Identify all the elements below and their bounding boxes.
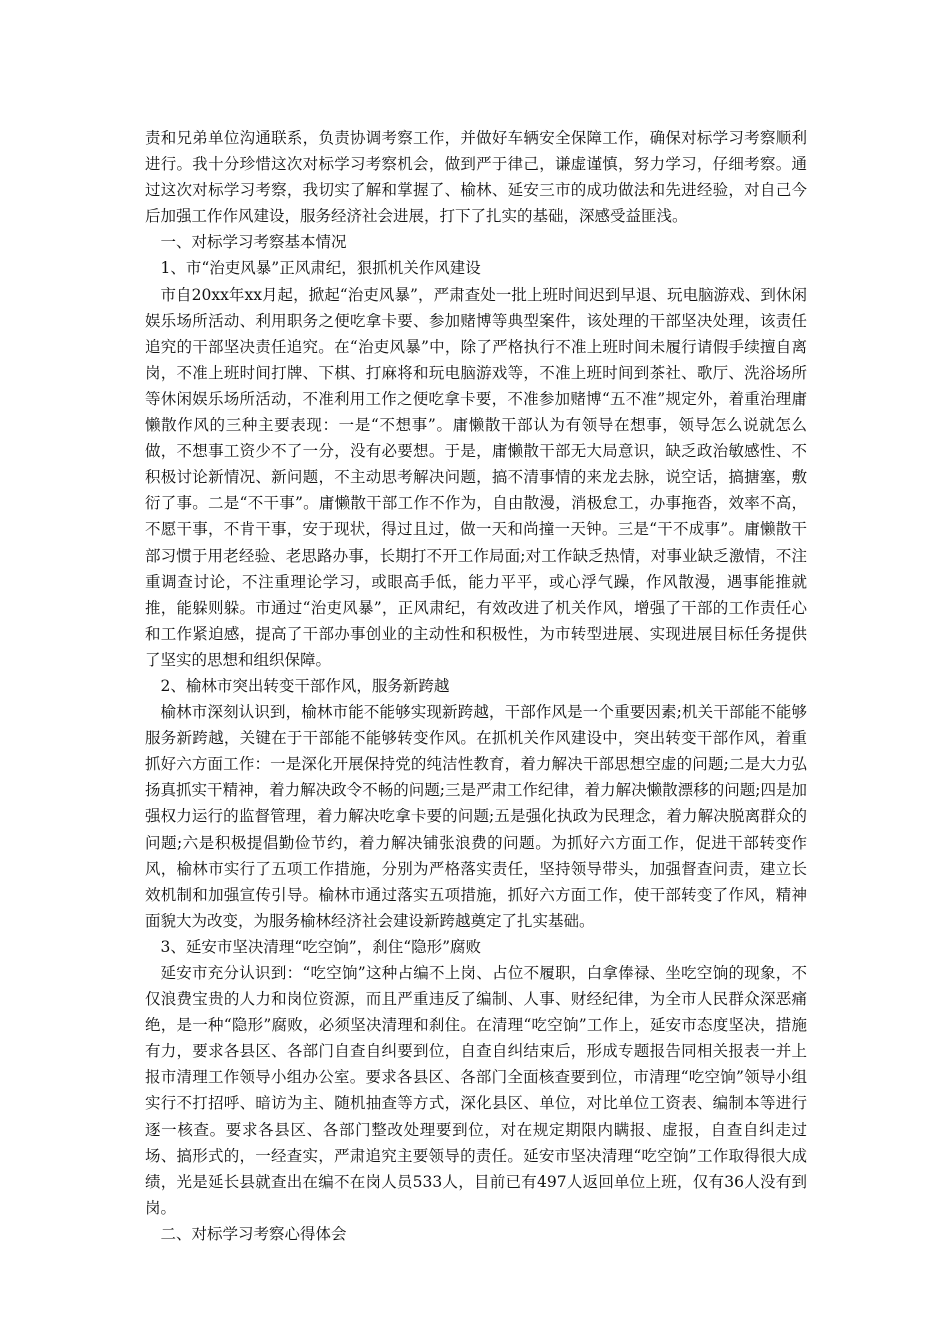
section-heading-reflections: 二、对标学习考察心得体会	[160, 1224, 347, 1243]
subheading-yanan: 3、延安市坚决清理“吃空饷”，刹住“隐形”腐败	[160, 937, 482, 956]
paragraph-yulin: 榆林市深刻认识到，榆林市能不能够实现新跨越，干部作风是一个重要因素;机关干部能不能够服务新跨越，关键在于干部能不能够转变作风。在抓机关作风建设中，突出转变干部作风，着重抓好六方面工作：一是深化开展保持党的纯洁性教育，着力解决干部思想空虚的问题;二是大力弘扬真抓实干精神，着力解决政令不畅的问题;三是严肃工作纪律，着力解决懒散漂移的问题;四是加强权力运行的监督管理，着力解决吃拿卡要的问题;五是强化执政为民理念，着力解决脱离群众的问题;六是积极提倡勤俭节约，着力解决铺张浪费的问题。为抓好六方面工作，促进干部转变作风，榆林市实行了五项工作措施，分别为严格落实责任，坚持领导带头，加强督查问责，建立长效机制和加强宣传引导。榆林市通过落实五项措施，抓好六方面工作，使干部转变了作风，精神面貌大为改变，为服务榆林经济社会建设新跨越奠定了扎实基础。	[145, 703, 807, 930]
subheading-yulin: 2、榆林市突出转变干部作风，服务新跨越	[160, 676, 450, 695]
subheading-governance-storm: 1、市“治吏风暴”正风肃纪，狠抓机关作风建设	[160, 259, 481, 278]
section-heading-basic-situation: 一、对标学习考察基本情况	[160, 233, 347, 252]
paragraph-governance-storm: 市自20xx年xx月起，掀起“治吏风暴”，严肃查处一批上班时间迟到早退、玩电脑游戏、到休闲娱乐场所活动、利用职务之便吃拿卡要、参加赌博等典型案件，该处理的干部坚决处理，该责任追究的干部坚决责任追究。在“治吏风暴”中，除了严格执行不准上班时间未履行请假手续擅自离岗，不准上班时间打牌、下棋、打麻将和玩电脑游戏等，不准上班时间到茶社、歌厅、洗浴场所等休闲娱乐场所活动，不准利用工作之便吃拿卡要，不准参加赌博“五不准”规定外，着重治理庸懒散作风的三种主要表现：一是“不想事”。庸懒散干部认为有领导在想事，领导怎么说就怎么做，不想事工资少不了一分，没有必要想。于是，庸懒散干部无大局意识，缺乏政治敏感性、不积极讨论新情况、新问题，不主动思考解决问题，搞不清事情的来龙去脉，说空话，搞搪塞，敷衍了事。二是“不干事”。庸懒散干部工作不作为，自由散漫，消极怠工，办事拖沓，效率不高，不愿干事，不肯干事，安于现状，得过且过，做一天和尚撞一天钟。三是“干不成事”。庸懒散干部习惯于用老经验、老思路办事，长期打不开工作局面;对工作缺乏热情，对事业缺乏激情，不注重调查讨论，不注重理论学习，或眼高手低，能力平平，或心浮气躁，作风散漫，遇事能推就推，能躲则躲。市通过“治吏风暴”，正风肃纪，有效改进了机关作风，增强了干部的工作责任心和工作紧迫感，提高了干部办事创业的主动性和积极性，为市转型进展、实现进展目标任务提供了坚实的思想和组织保障。	[145, 285, 807, 669]
paragraph-yanan: 延安市充分认识到：“吃空饷”这种占编不上岗、占位不履职，白拿俸禄、坐吃空饷的现象，不仅浪费宝贵的人力和岗位资源，而且严重违反了编制、人事、财经纪律，为全市人民群众深恶痛绝，是一种“隐形”腐败，必须坚决清理和刹住。在清理“吃空饷”工作上，延安市态度坚决，措施有力，要求各县区、各部门自查自纠要到位，自查自纠结束后，形成专题报告同相关报表一并上报市清理工作领导小组办公室。要求各县区、各部门全面核查要到位，市清理“吃空饷”领导小组实行不打招呼、暗访为主、随机抽查等方式，深化县区、单位，对比单位工资表、编制本等进行逐一核查。要求各县区、各部门整改处理要到位，对在规定期限内瞒报、虚报，自查自纠走过场、搞形式的，一经查实，严肃追究主要领导的责任。延安市坚决清理“吃空饷”工作取得很大成绩，光是延长县就查出在编不在岗人员533人，目前已有497人返回单位上班，仅有36人没有到岗。	[145, 964, 807, 1217]
paragraph-intro: 责和兄弟单位沟通联系，负责协调考察工作，并做好车辆安全保障工作，确保对标学习考察顺利进行。我十分珍惜这次对标学习考察机会，做到严于律己，谦虚谨慎，努力学习，仔细考察。通过这次对标学习考察，我切实了解和掌握了、榆林、延安三市的成功做法和先进经验，对自己今后加强工作作风建设，服务经济社会进展，打下了扎实的基础，深感受益匪浅。	[145, 129, 807, 226]
document-page	[145, 125, 807, 1247]
